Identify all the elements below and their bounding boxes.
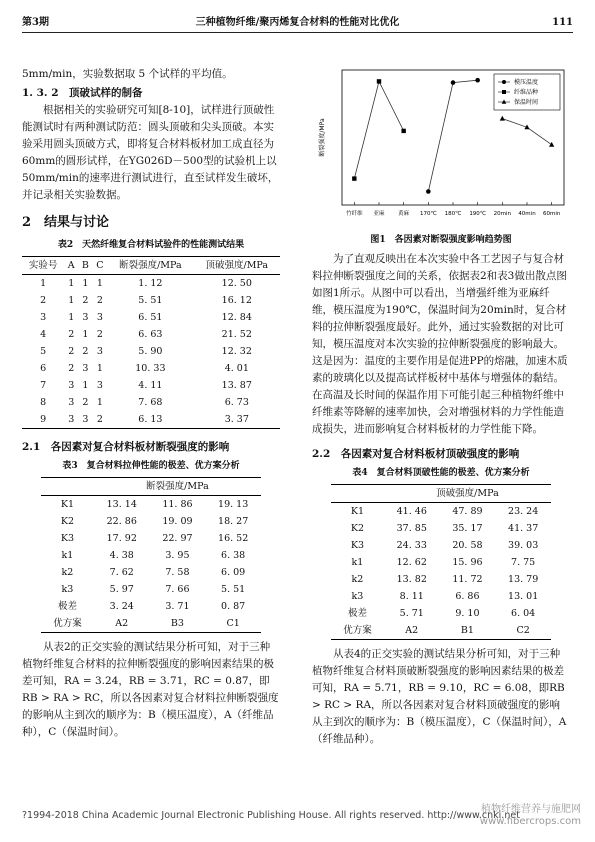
table-cell: 6. 63 bbox=[138, 329, 163, 340]
table-cell: k2 bbox=[351, 574, 364, 585]
table-cell: K1 bbox=[60, 499, 75, 510]
table-cell: 4 bbox=[40, 329, 47, 340]
table-cell: 7. 62 bbox=[109, 567, 134, 578]
x-tick-label: 40min bbox=[518, 211, 536, 217]
table-cell: 9 bbox=[40, 414, 47, 425]
data-point bbox=[352, 176, 356, 180]
table-cell: 3 bbox=[40, 312, 47, 323]
table-cell: 1 bbox=[40, 278, 47, 289]
copyright-footer: ?1994-2018 China Academic Journal Electronic Publishing House. All rights reserved. http://www.cnki.net bbox=[22, 810, 520, 821]
table-cell: 3 bbox=[96, 380, 103, 391]
table-cell: 1 bbox=[96, 363, 103, 374]
table-cell: 12. 62 bbox=[396, 557, 427, 568]
x-tick-label: 60min bbox=[542, 211, 561, 217]
table-cell: 41. 37 bbox=[508, 523, 539, 534]
legend-label: 模压温度 bbox=[514, 79, 539, 86]
table-cell: 18. 27 bbox=[218, 516, 249, 527]
table-row bbox=[331, 503, 551, 521]
data-point bbox=[549, 142, 554, 147]
table-cell: 7. 75 bbox=[511, 557, 536, 568]
table-cell: 极差 bbox=[57, 601, 77, 612]
x-tick-label: 20min bbox=[493, 211, 512, 217]
data-point bbox=[377, 79, 381, 83]
table-cell: 11. 72 bbox=[452, 574, 483, 585]
table-row bbox=[331, 571, 551, 588]
table-row bbox=[22, 360, 280, 377]
table-cell: 2 bbox=[40, 295, 47, 306]
table-cell: 3 bbox=[68, 414, 75, 425]
table-cell: 5. 51 bbox=[138, 295, 163, 306]
legend-marker bbox=[502, 80, 506, 84]
table-cell: 16. 52 bbox=[218, 533, 249, 544]
paragraph: 根据相关的实验研究可知[8-10]，试样进行顶破性能测试时有两种测试防范：圆头顶破和尖头顶破。本实验采用圆头顶破方式，即将复合材料板材加工成直径为60mm的圆形试样，在YG026D－500型的试验机上以50mm/min的速率进行测试进行，直至试样发生破坏，并记录相关实验数据。 bbox=[22, 104, 279, 201]
table-row bbox=[22, 292, 280, 309]
table-cell: 5. 97 bbox=[109, 584, 134, 595]
y-axis-label: 断裂强度/MPa bbox=[319, 118, 326, 157]
table-cell: 5. 51 bbox=[221, 584, 246, 595]
table-cell: 3 bbox=[82, 312, 89, 323]
table-cell: 6. 04 bbox=[511, 608, 536, 619]
x-tick-label: 190℃ bbox=[469, 211, 487, 217]
table-cell: 1 bbox=[68, 295, 75, 306]
scatter-chart bbox=[312, 62, 570, 232]
table-cell: 0. 87 bbox=[221, 601, 246, 612]
table-cell: k3 bbox=[61, 584, 74, 595]
table-cell: 20. 58 bbox=[452, 540, 483, 551]
paragraph: 从表4的正交实验的测试结果分析可知，对于三种植物纤维复合材料顶破断裂强度的影响因素结果的极差可知，RA = 5.71，RB = 9.10，RC = 6.08，即RB > RC > RA，所以各因素对复合材料顶破强度的影响从主到次的顺序为：B（模压温度），C（保温时间），A（纤维品种）。 bbox=[312, 648, 567, 745]
table-cell: 4. 38 bbox=[109, 550, 134, 561]
table-cell: 3. 37 bbox=[224, 414, 249, 425]
section-heading: 2 结果与讨论 bbox=[22, 215, 110, 230]
table-cell: 1 bbox=[82, 278, 89, 289]
legend-marker bbox=[502, 90, 506, 94]
watermark-line: www.fibercrops.com bbox=[479, 816, 581, 827]
table-cell: 8 bbox=[40, 397, 47, 408]
x-tick-label: 黄麻 bbox=[398, 211, 410, 217]
table-cell: 6. 09 bbox=[221, 567, 246, 578]
table-cell: 优方案 bbox=[343, 625, 372, 636]
table-row bbox=[22, 377, 280, 394]
table-cell: C1 bbox=[226, 618, 240, 629]
watermark bbox=[480, 804, 581, 828]
table-cell: 1 bbox=[68, 312, 75, 323]
table-row bbox=[41, 615, 261, 633]
series-line bbox=[354, 81, 403, 178]
table-cell: 13. 82 bbox=[396, 574, 427, 585]
table-cell: 5. 71 bbox=[399, 608, 424, 619]
issue-number: 第3期 bbox=[22, 17, 49, 28]
table-cell: 6. 86 bbox=[455, 591, 480, 602]
table-cell: 16. 12 bbox=[221, 295, 252, 306]
table-cell: 2 bbox=[68, 363, 75, 374]
table-cell: A2 bbox=[115, 618, 129, 629]
figure-caption: 图1 各因素对断裂强度影响趋势图 bbox=[370, 235, 512, 245]
table-cell: K1 bbox=[350, 506, 365, 517]
table-cell: 1 bbox=[68, 278, 75, 289]
page-header bbox=[22, 14, 573, 33]
table-row bbox=[331, 537, 551, 554]
paragraph: 5mm/min，实验数据取 5 个试样的平均值。 bbox=[22, 68, 233, 80]
table-cell: 3 bbox=[82, 414, 89, 425]
table-cell: A2 bbox=[405, 625, 419, 636]
table-cell: 7 bbox=[40, 380, 47, 391]
page-number: 111 bbox=[552, 17, 573, 28]
table-cell: 7. 66 bbox=[165, 584, 190, 595]
section-heading: 1. 3. 2 顶破试样的制备 bbox=[22, 87, 143, 99]
table-cell: 23. 24 bbox=[508, 506, 539, 517]
table-cell: 5. 90 bbox=[138, 346, 163, 357]
table-caption: 表2 天然纤维复合材料试验件的性能测试结果 bbox=[57, 240, 245, 250]
x-tick-label: 竹纤维 bbox=[346, 211, 363, 217]
table-cell: 8. 11 bbox=[399, 591, 424, 602]
table-cell: 6 bbox=[40, 363, 47, 374]
series-line bbox=[502, 119, 551, 145]
legend-label: 纤维品种 bbox=[514, 89, 539, 96]
table-header: 实验号 bbox=[22, 257, 64, 275]
table-row bbox=[22, 411, 280, 429]
table-cell: 7. 68 bbox=[138, 397, 163, 408]
table-cell: 1 bbox=[82, 380, 89, 391]
table-cell: K3 bbox=[60, 533, 75, 544]
table-row bbox=[22, 343, 280, 360]
table-cell: K3 bbox=[350, 540, 365, 551]
table-cell: 2 bbox=[82, 397, 89, 408]
table-cell: 35. 17 bbox=[452, 523, 483, 534]
table-cell: 3 bbox=[96, 346, 103, 357]
table-cell: 39. 03 bbox=[508, 540, 539, 551]
table-header: B bbox=[78, 257, 92, 275]
table-cell: 6. 13 bbox=[138, 414, 163, 425]
table-cell: 7. 58 bbox=[165, 567, 190, 578]
table-row bbox=[22, 309, 280, 326]
table-cell: 4. 01 bbox=[224, 363, 249, 374]
section-heading: 2.1 各因素对复合材料板材断裂强度的影响 bbox=[22, 441, 230, 453]
legend-label: 保温时间 bbox=[514, 99, 539, 106]
data-point bbox=[500, 116, 505, 121]
figure-1 bbox=[312, 62, 570, 232]
table-cell: 15. 96 bbox=[452, 557, 483, 568]
table-2 bbox=[22, 256, 280, 429]
table-cell: B3 bbox=[170, 618, 184, 629]
table-cell: 11. 86 bbox=[162, 499, 193, 510]
table-cell: 2 bbox=[68, 329, 75, 340]
table-cell: 3 bbox=[68, 397, 75, 408]
table-cell: K2 bbox=[60, 516, 75, 527]
table-cell: 1 bbox=[82, 329, 89, 340]
running-title: 三种植物纤维/聚丙烯复合材料的性能对比优化 bbox=[195, 17, 400, 28]
table-cell: 极差 bbox=[347, 608, 367, 619]
table-row bbox=[41, 598, 261, 615]
table-row bbox=[22, 326, 280, 343]
paragraph: 为了直观反映出在本次实验中各工艺因子与复合材料拉伸断裂强度之间的关系，依据表2和表3做出散点图如图1所示。从图中可以看出，当增强纤维为亚麻纤维，模压温度为190℃，保温时间为20min时，复合材料的拉伸断裂强度最好。此外，通过实验数据的对比可知，模压温度对本次实验的拉伸断裂强度的影响最大。这是因为：温度的主要作用是促进PP的熔融，加速木质素的玻璃化以及提高试样板材中基体与增强体的黏结。在高温及长时间的保温作用下可能引起三种植物纤维中纤维素等降解的速率加快，会对增强材料的力学性能造成损失，进而影响复合材料板材的力学性能下降。 bbox=[312, 253, 568, 435]
table-cell: 3. 95 bbox=[165, 550, 190, 561]
table-cell: 12. 84 bbox=[221, 312, 252, 323]
table-cell: 41. 46 bbox=[396, 506, 427, 517]
table-cell: 3. 24 bbox=[109, 601, 134, 612]
table-cell: 1 bbox=[96, 278, 103, 289]
table-header: A bbox=[64, 257, 78, 275]
table-header: 断裂强度/MPa bbox=[107, 257, 193, 275]
table-cell: 12. 50 bbox=[221, 278, 252, 289]
table-cell: 3. 71 bbox=[165, 601, 190, 612]
table-header: 顶破强度/MPa bbox=[384, 485, 551, 503]
table-cell: 17. 92 bbox=[106, 533, 137, 544]
table-cell: 2 bbox=[96, 329, 103, 340]
left-column bbox=[22, 66, 280, 741]
table-caption: 表3 复合材料拉伸性能的极差、优方案分析 bbox=[62, 461, 240, 471]
table-cell: 3 bbox=[68, 380, 75, 391]
table-cell: 13. 87 bbox=[221, 380, 252, 391]
table-cell: 4. 11 bbox=[138, 380, 163, 391]
table-cell: 2 bbox=[68, 346, 75, 357]
table-cell: k1 bbox=[61, 550, 74, 561]
table-cell: 37. 85 bbox=[396, 523, 427, 534]
table-cell: 13. 79 bbox=[508, 574, 539, 585]
section-heading: 2.2 各因素对复合材料板材顶破强度的影响 bbox=[312, 448, 520, 460]
data-point bbox=[475, 78, 480, 83]
table-cell: 3 bbox=[82, 363, 89, 374]
table-cell: 19. 09 bbox=[162, 516, 193, 527]
table-cell: 10. 33 bbox=[135, 363, 166, 374]
table-cell: 2 bbox=[96, 295, 103, 306]
table-row bbox=[41, 564, 261, 581]
table-cell: 24. 33 bbox=[396, 540, 427, 551]
table-header: 断裂强度/MPa bbox=[94, 478, 261, 496]
table-cell: 9. 10 bbox=[455, 608, 480, 619]
table-row bbox=[331, 605, 551, 622]
table-caption: 表4 复合材料顶破性能的极差、优方案分析 bbox=[352, 468, 530, 478]
table-cell: k1 bbox=[351, 557, 364, 568]
paragraph: 从表2的正交实验的测试结果分析可知，对于三种植物纤维复合材料的拉伸断裂强度的影响因素结果的极差可知，RA = 3.24，RB = 3.71，RC = 0.87，即RB > RA > RC，所以各因素对复合材料拉伸断裂强度的影响从主到次的顺序为：B（模压温度），A（纤维品种），C（保温时间）。 bbox=[22, 641, 279, 738]
table-cell: 1 bbox=[96, 397, 103, 408]
table-row bbox=[331, 588, 551, 605]
table-row bbox=[331, 622, 551, 640]
table-cell: 22. 97 bbox=[162, 533, 193, 544]
table-row bbox=[41, 513, 261, 530]
x-tick-label: 170℃ bbox=[419, 211, 437, 217]
table-cell: 优方案 bbox=[53, 618, 82, 629]
table-cell: 13. 01 bbox=[508, 591, 539, 602]
table-cell: 6. 38 bbox=[221, 550, 246, 561]
table-row bbox=[41, 547, 261, 564]
table-cell: K2 bbox=[350, 523, 365, 534]
data-point bbox=[426, 189, 431, 194]
series-line bbox=[428, 80, 477, 191]
table-row bbox=[331, 554, 551, 571]
table-cell: 2 bbox=[96, 414, 103, 425]
table-cell: 6. 51 bbox=[138, 312, 163, 323]
table-row bbox=[41, 530, 261, 547]
table-cell: 3 bbox=[96, 312, 103, 323]
table-cell: 21. 52 bbox=[221, 329, 252, 340]
table-cell: 2 bbox=[82, 295, 89, 306]
table-header: 顶破强度/MPa bbox=[194, 257, 280, 275]
table-cell: 6. 73 bbox=[224, 397, 249, 408]
table-row bbox=[41, 581, 261, 598]
table-cell: k2 bbox=[61, 567, 74, 578]
table-cell: 5 bbox=[40, 346, 47, 357]
table-cell: C2 bbox=[516, 625, 530, 636]
table-row bbox=[22, 394, 280, 411]
table-4 bbox=[331, 484, 551, 640]
right-column bbox=[312, 62, 570, 748]
watermark-line: 植物纤维营养与施肥网 bbox=[481, 804, 581, 815]
table-cell: k3 bbox=[351, 591, 364, 602]
table-cell: 1. 12 bbox=[138, 278, 163, 289]
table-cell: 19. 13 bbox=[218, 499, 249, 510]
table-cell: 47. 89 bbox=[452, 506, 483, 517]
table-row bbox=[41, 496, 261, 514]
table-cell: 2 bbox=[82, 346, 89, 357]
table-row bbox=[331, 520, 551, 537]
table-row bbox=[22, 275, 280, 293]
x-tick-label: 亚麻 bbox=[373, 211, 385, 217]
table-3 bbox=[41, 477, 261, 633]
table-header: C bbox=[93, 257, 108, 275]
x-tick-label: 180℃ bbox=[444, 211, 462, 217]
table-cell: 13. 14 bbox=[106, 499, 137, 510]
data-point bbox=[401, 129, 405, 133]
table-cell: 22. 86 bbox=[106, 516, 137, 527]
table-cell: B1 bbox=[460, 625, 474, 636]
table-cell: 12. 32 bbox=[221, 346, 252, 357]
data-point bbox=[451, 80, 456, 85]
